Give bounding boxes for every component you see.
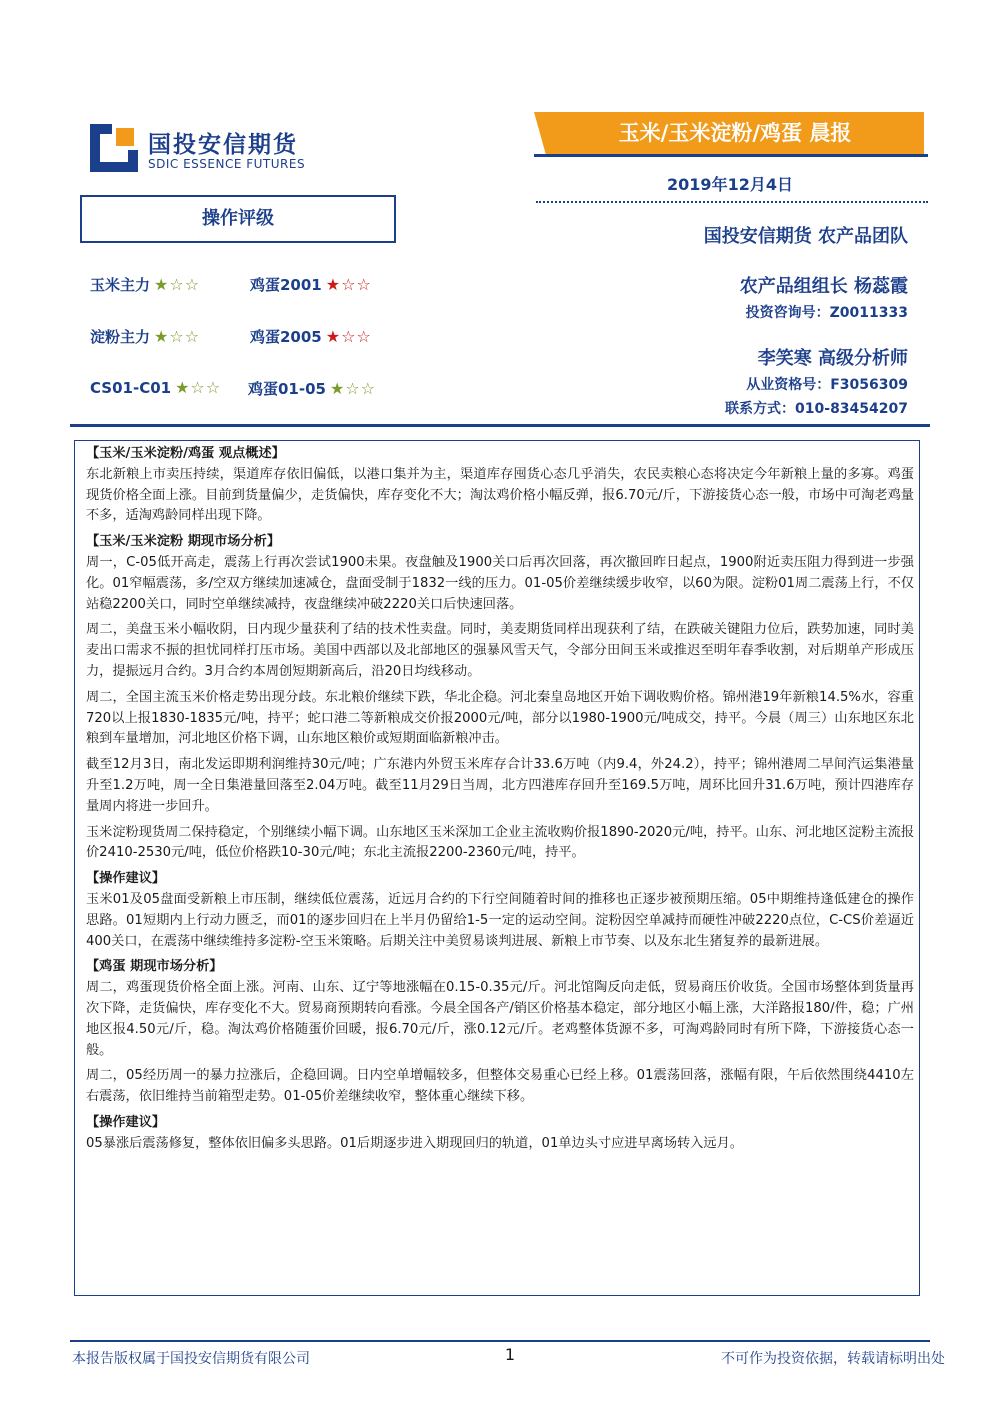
paragraph: 周一，C-05低开高走，震荡上行再次尝试1900未果。夜盘触及1900关口后再次回落，再次撤回昨日起点，1900附近卖压阻力得到进一步强化。01窄幅震荡，多/空双方继续加速减仓，盘面受制于1832一线的压力。01-05价差继续缓步收窄，以60为限。淀粉01周二震荡上行，不仅站稳2200关口，同时空单继续减持，夜盘继续冲破2220关口后快速回落。 (86, 554, 914, 612)
company-logo-icon (90, 124, 138, 172)
footer-copyright: 本报告版权属于国投安信期货有限公司 (72, 1351, 310, 1367)
company-name-en: SDIC ESSENCE FUTURES (148, 157, 306, 171)
rating-item (90, 378, 221, 397)
paragraph: 东北新粮上市卖压持续，渠道库存依旧偏低，以港口集并为主，渠道库存囤货心态几乎消失，农民卖粮心态将决定今年新粮上量的多寡。鸡蛋现货价格全面上涨。目前到货量偏少，走货偏快，库存变化不大；淘汰鸡价格小幅反弹，报6.70元/斤，下游接货心态一般，市场中可淘老鸡量不多，适淘鸡龄同样出现下降。 (86, 466, 914, 524)
rating-stars: ★☆☆ (329, 379, 377, 398)
rating-stars: ★☆☆ (175, 378, 222, 397)
rating-label: 鸡蛋2005 (250, 328, 322, 346)
paragraph: 05暴涨后震荡修复，整体依旧偏多头思路。01后期逐步进入期现回归的轨道，01单边头寸应进早离场转入远月。 (86, 1135, 743, 1151)
rating-label: 鸡蛋2001 (250, 276, 322, 294)
report-body (86, 444, 914, 1160)
banner-underline (534, 154, 928, 157)
paragraph: 玉米01及05盘面受新粮上市压制，继续低位震荡，近远月合约的下行空间随着时间的推移也正逐步被预期压缩。05中期维持逢低建仓的操作思路。01短期内上行动力匮乏，而01的逐步回归在上半月仍留给1-5一定的运动空间。淀粉因空单减持而硬性冲破2220点位，C-CS价差逼近400关口，在震荡中继续维持多淀粉-空玉米策略。后期关注中美贸易谈判进展、新粮上市节奏、以及东北生猪复养的最新进展。 (86, 891, 914, 949)
section-heading: 【玉米/玉米淀粉/鸡蛋 观点概述】 (86, 446, 285, 461)
rating-label: CS01-C01 (90, 379, 172, 397)
paragraph: 周二，05经历周一的暴力拉涨后，企稳回调。日内空单增幅较多，但整体交易重心已经上移。01震荡回落，涨幅有限，午后依然围绕4410左右震荡，依旧维持当前箱型走势。01-05价差继续收窄，整体重心继续下移。 (86, 1068, 914, 1105)
rating-item (248, 378, 376, 399)
dotted-divider (536, 201, 928, 203)
rating-label: 鸡蛋01-05 (248, 380, 326, 398)
rating-stars: ★☆☆ (154, 275, 201, 294)
report-title: 玉米/玉米淀粉/鸡蛋 晨报 (618, 121, 852, 145)
rating-item (90, 326, 200, 347)
report-date: 2019年12月4日 (667, 175, 793, 194)
header-divider (70, 424, 930, 427)
rating-stars: ★☆☆ (325, 275, 372, 294)
rating-label: 玉米主力 (90, 276, 151, 294)
section-heading: 【操作建议】 (86, 871, 166, 887)
paragraph: 周二，全国主流玉米价格走势出现分歧。东北粮价继续下跌，华北企稳。河北秦皇岛地区开始下调收购价格。锦州港19年新粮14.5%水，容重720以上报1830-1835元/吨，持平；蛇口港二等新粮成交价报2000元/吨，部分以1980-1900元/吨成交，持平。今晨（周三）山东地区东北粮到车量增加，河北地区价格下调，山东地区粮价或短期面临新粮冲击。 (86, 689, 914, 747)
rating-stars: ★☆☆ (154, 327, 201, 346)
analyst2-title: 李笑寒 高级分析师 (757, 348, 908, 369)
rating-box: 操作评级 (80, 195, 396, 243)
analyst1-title: 农产品组组长 杨蕊霞 (739, 276, 908, 297)
section-heading: 【玉米/玉米淀粉 期现市场分析】 (86, 534, 281, 550)
section-heading: 【鸡蛋 期现市场分析】 (86, 959, 223, 975)
rating-stars: ★☆☆ (325, 327, 372, 346)
paragraph: 截至12月3日，南北发运即期利润维持30元/吨；广东港内外贸玉米库存合计33.6万吨（内9.4，外24.2），持平；锦州港周二早间汽运集港量升至1.2万吨，周一全日集港量回落至2.04万吨。截至11月29日当周，北方四港库存回升至169.5万吨，周环比回升31.6万吨，预计四港库存量周内将进一步回升。 (86, 757, 914, 814)
paragraph: 玉米淀粉现货周二保持稳定，个别继续小幅下调。山东地区玉米深加工企业主流收购价报1890-2020元/吨，持平。山东、河北地区淀粉主流报价2410-2530元/吨，低位价格跌10-30元/吨；东北主流报2200-2360元/吨，持平。 (86, 824, 915, 861)
rating-item (250, 326, 372, 347)
analyst1-cert: 投资咨询号：Z0011333 (745, 305, 908, 321)
company-name-cn: 国投安信期货 (148, 132, 298, 158)
analyst2-contact: 联系方式：010-83454207 (725, 401, 908, 417)
team-name: 国投安信期货 农产品团队 (703, 226, 908, 247)
rating-item (90, 274, 200, 295)
page-number: 1 (504, 1345, 516, 1364)
rating-item (250, 274, 372, 295)
section-heading: 【操作建议】 (86, 1114, 166, 1130)
footer-divider (70, 1340, 930, 1342)
paragraph: 周二，美盘玉米小幅收阴，日内现少量获利了结的技术性卖盘。同时，美麦期货同样出现获利了结，在跌破关键阻力位后，跌势加速，同时美麦出口需求不振的担忧同样打压市场。美国中西部以及北部地区的强暴风雪天气，令部分田间玉米或推迟至明年春季收割，对后期单产形成压力，提振远月合约。3月合约本周创短期新高后，沿20日均线移动。 (86, 622, 914, 679)
analyst2-cert: 从业资格号：F3056309 (746, 377, 908, 393)
paragraph: 周二，鸡蛋现货价格全面上涨。河南、山东、辽宁等地涨幅在0.15-0.35元/斤。河北馆陶反向走低，贸易商压价收货。全国市场整体到货量再次下降，走货偏快，库存变化不大。贸易商预期转向看涨。今晨全国各产/销区价格基本稳定，部分地区小幅上涨，大洋路报180/件，稳；广州地区报4.50元/斤，稳。淘汰鸡价格随蛋价回暖，报6.70元/斤，涨0.12元/斤。老鸡整体货源不多，可淘鸡龄同时有所下降，下游接货心态一般。 (86, 980, 914, 1058)
rating-label: 淀粉主力 (90, 328, 151, 346)
footer-disclaimer: 不可作为投资依据，转载请标明出处 (721, 1351, 945, 1367)
